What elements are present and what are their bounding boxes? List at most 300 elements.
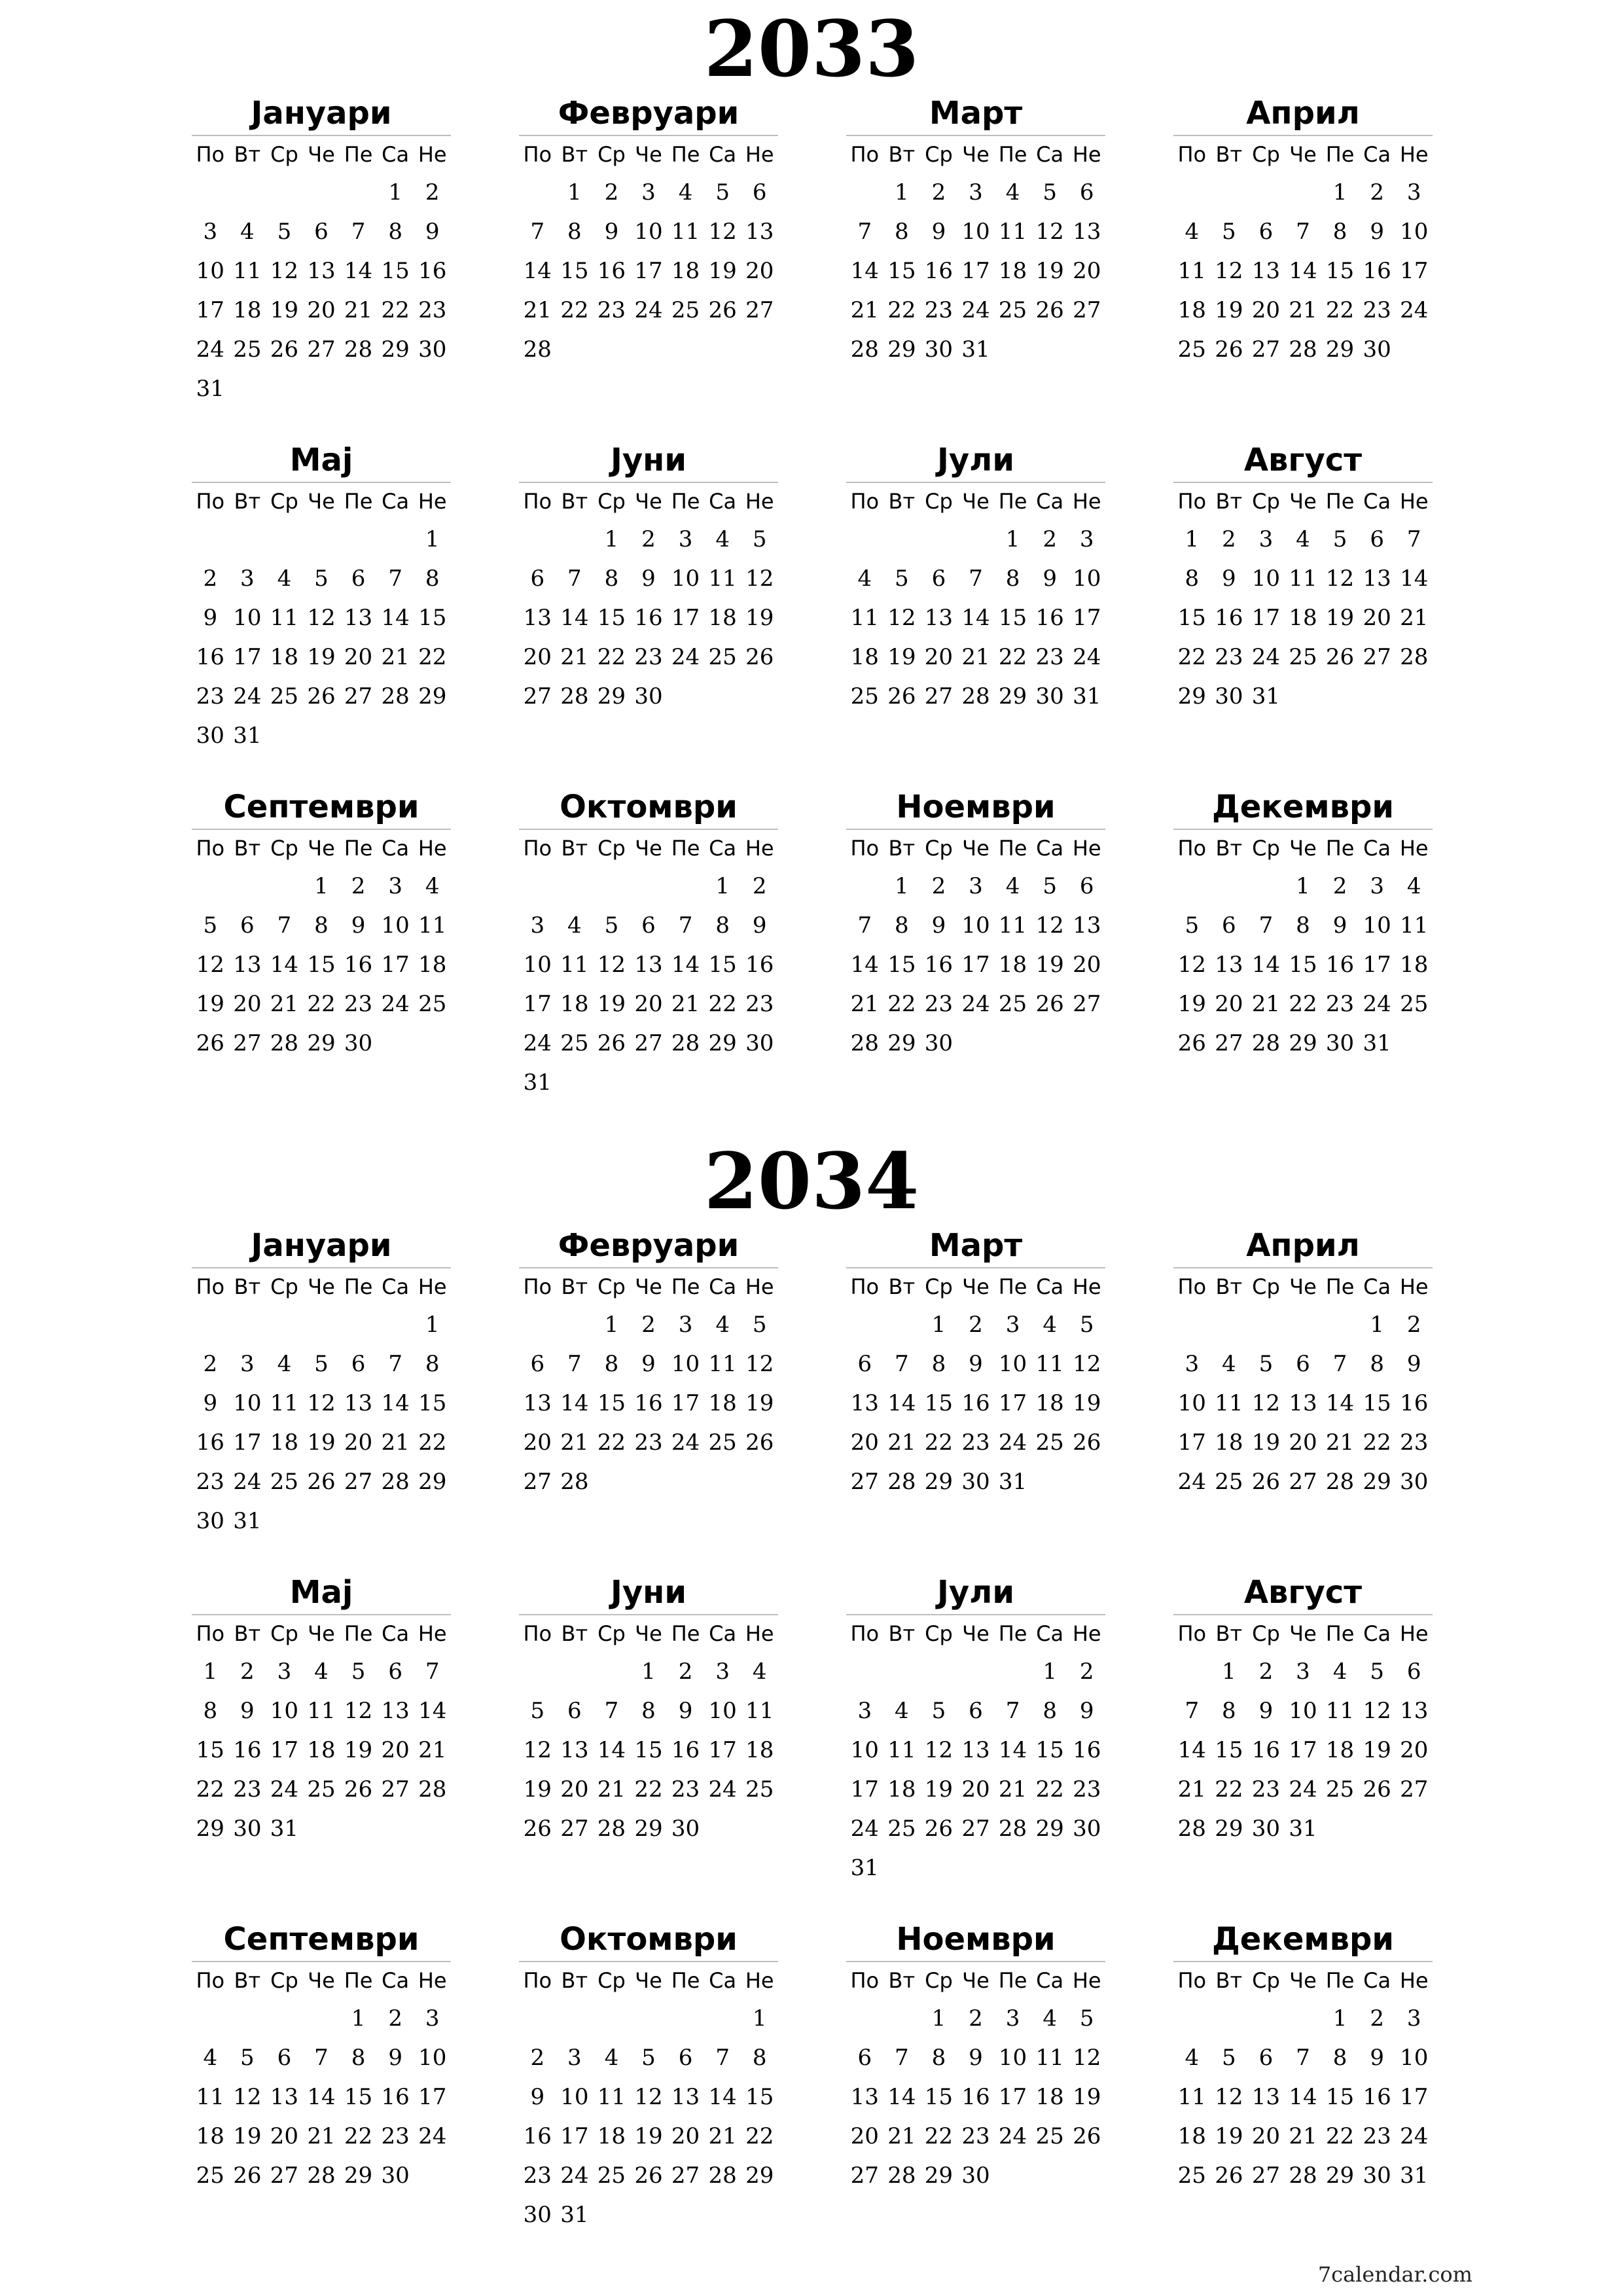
day-cell: 14: [523, 258, 552, 284]
weekday-label: Че: [308, 1274, 335, 1299]
day-cell: 13: [381, 1698, 410, 1724]
day-cell: 5: [203, 912, 218, 939]
weekday-label: Ср: [925, 1621, 953, 1646]
day-cell: 23: [1400, 1429, 1429, 1456]
day-cell: 10: [560, 2084, 589, 2110]
month-name: Октомври: [560, 1921, 738, 1958]
weekday-label: Че: [635, 142, 662, 167]
day-cell: 5: [752, 1312, 767, 1338]
day-cell: 11: [1289, 565, 1317, 592]
empty-day-cell: [1211, 173, 1248, 212]
weekday-label: По: [1177, 489, 1207, 514]
empty-day-cell: [593, 867, 630, 906]
empty-day-cell: [519, 173, 556, 212]
day-cell: 5: [1079, 2005, 1094, 2032]
day-cell: 8: [604, 565, 619, 592]
day-cell: 25: [1035, 2123, 1064, 2149]
day-cell: 13: [1400, 1698, 1429, 1724]
day-cell: 11: [270, 605, 299, 631]
weekday-label: Вт: [888, 1274, 916, 1299]
day-cell: 16: [1363, 258, 1391, 284]
day-cell: 2: [530, 2045, 545, 2071]
days-grid: [1173, 1305, 1433, 1501]
day-cell: 28: [850, 1030, 879, 1056]
weekday-label: Не: [1072, 1968, 1101, 1993]
day-cell: 27: [381, 1776, 410, 1803]
day-cell: 14: [344, 258, 373, 284]
day-cell: 5: [931, 1698, 946, 1724]
day-cell: 6: [240, 912, 255, 939]
day-cell: 17: [1400, 2084, 1429, 2110]
day-cell: 9: [604, 219, 619, 245]
weekday-label: Вт: [561, 1968, 588, 1993]
day-cell: 29: [344, 2162, 373, 2189]
empty-day-cell: [192, 173, 229, 212]
day-cell: 25: [1400, 991, 1429, 1017]
day-cell: 10: [1177, 1390, 1206, 1416]
day-cell: 4: [715, 526, 730, 552]
day-cell: 13: [924, 605, 954, 631]
day-cell: 9: [641, 565, 656, 592]
day-cell: 8: [715, 912, 730, 939]
day-cell: 13: [1073, 219, 1101, 245]
empty-day-cell: [1285, 173, 1322, 212]
day-cell: 27: [1073, 297, 1101, 323]
day-cell: 4: [1222, 1351, 1236, 1377]
day-cell: 25: [998, 991, 1027, 1017]
weekday-label: Не: [1399, 1274, 1429, 1299]
month-block: [519, 439, 778, 716]
day-cell: 6: [1406, 1659, 1421, 1685]
day-cell: 9: [388, 2045, 402, 2071]
day-cell: 9: [1079, 1698, 1094, 1724]
day-cell: 31: [233, 1508, 262, 1534]
day-cell: 23: [196, 1469, 224, 1495]
day-cell: 6: [857, 1351, 872, 1377]
day-cell: 27: [270, 2162, 299, 2189]
day-cell: 10: [708, 1698, 737, 1724]
day-cell: 8: [895, 219, 909, 245]
day-cell: 1: [425, 1312, 440, 1338]
day-cell: 21: [418, 1737, 447, 1763]
day-cell: 15: [418, 605, 447, 631]
day-cell: 28: [381, 683, 410, 709]
weekday-label: Са: [709, 1274, 737, 1299]
weekday-label: Са: [382, 1621, 410, 1646]
day-cell: 26: [307, 1469, 336, 1495]
days-grid: [192, 1999, 451, 2195]
days-grid: [846, 867, 1105, 1063]
day-cell: 29: [1325, 2162, 1355, 2189]
day-cell: 26: [887, 683, 916, 709]
day-cell: 11: [418, 912, 447, 939]
day-cell: 28: [270, 1030, 299, 1056]
day-cell: 12: [1177, 952, 1206, 978]
empty-day-cell: [920, 520, 957, 559]
day-cell: 30: [196, 723, 224, 749]
day-cell: 22: [887, 297, 916, 323]
day-cell: 26: [1035, 297, 1064, 323]
day-cell: 8: [1185, 565, 1200, 592]
day-cell: 21: [1177, 1776, 1206, 1803]
day-cell: 26: [745, 644, 774, 670]
weekday-label: Пе: [1325, 489, 1355, 514]
weekday-label: Не: [1399, 489, 1429, 514]
month-name: Декември: [1211, 1921, 1395, 1958]
day-cell: 11: [671, 219, 700, 245]
day-cell: 6: [969, 1698, 983, 1724]
day-cell: 25: [850, 683, 879, 709]
day-cell: 16: [634, 605, 663, 631]
day-cell: 31: [196, 376, 224, 402]
days-grid: [846, 1999, 1105, 2195]
day-cell: 11: [1177, 2084, 1206, 2110]
day-cell: 14: [381, 1390, 410, 1416]
weekday-label: Че: [308, 1968, 335, 1993]
day-cell: 23: [1073, 1776, 1101, 1803]
month-block: [1173, 92, 1433, 369]
weekday-label: Че: [1289, 836, 1317, 861]
weekday-label: Са: [382, 142, 410, 167]
day-cell: 24: [998, 2123, 1027, 2149]
day-cell: 21: [961, 644, 990, 670]
day-cell: 18: [270, 1429, 299, 1456]
day-cell: 22: [196, 1776, 224, 1803]
day-cell: 1: [314, 873, 329, 899]
day-cell: 15: [1325, 258, 1355, 284]
day-cell: 22: [634, 1776, 663, 1803]
day-cell: 31: [1400, 2162, 1429, 2189]
day-cell: 12: [745, 565, 774, 592]
empty-day-cell: [229, 1305, 266, 1344]
day-cell: 16: [233, 1737, 262, 1763]
day-cell: 23: [634, 1429, 663, 1456]
day-cell: 10: [523, 952, 552, 978]
day-cell: 18: [307, 1737, 336, 1763]
day-cell: 22: [924, 1429, 954, 1456]
month-block: [519, 1918, 778, 2234]
day-cell: 2: [931, 179, 946, 206]
day-cell: 27: [1400, 1776, 1429, 1803]
day-cell: 1: [715, 873, 730, 899]
day-cell: 30: [745, 1030, 774, 1056]
weekday-label: Вт: [234, 142, 261, 167]
day-cell: 12: [745, 1351, 774, 1377]
month-name: Јули: [937, 442, 1014, 478]
day-cell: 24: [1289, 1776, 1317, 1803]
day-cell: 22: [560, 297, 589, 323]
weekday-label: Не: [745, 1274, 774, 1299]
day-cell: 16: [634, 1390, 663, 1416]
day-cell: 18: [1177, 297, 1206, 323]
day-cell: 6: [530, 565, 545, 592]
day-cell: 31: [1289, 1816, 1317, 1842]
day-cell: 5: [1185, 912, 1200, 939]
day-cell: 23: [1363, 2123, 1391, 2149]
empty-day-cell: [1321, 1305, 1359, 1344]
weekday-label: Не: [745, 1621, 774, 1646]
empty-day-cell: [957, 520, 995, 559]
weekday-label: Не: [418, 1621, 447, 1646]
day-cell: 21: [381, 1429, 410, 1456]
day-cell: 16: [196, 644, 224, 670]
empty-day-cell: [1173, 1999, 1211, 2038]
day-cell: 22: [708, 991, 737, 1017]
day-cell: 4: [567, 912, 582, 939]
empty-day-cell: [1247, 867, 1285, 906]
day-cell: 19: [307, 644, 336, 670]
empty-day-cell: [303, 1305, 340, 1344]
weekday-label: Пе: [344, 1621, 373, 1646]
day-cell: 10: [998, 2045, 1027, 2071]
day-cell: 5: [752, 526, 767, 552]
empty-day-cell: [340, 173, 377, 212]
day-cell: 5: [277, 219, 292, 245]
day-cell: 1: [1222, 1659, 1236, 1685]
day-cell: 1: [1005, 526, 1020, 552]
day-cell: 23: [634, 644, 663, 670]
day-cell: 20: [270, 2123, 299, 2149]
weekday-label: Пе: [671, 489, 700, 514]
day-cell: 17: [634, 258, 663, 284]
weekday-label: Че: [635, 489, 662, 514]
day-cell: 20: [1251, 297, 1281, 323]
day-cell: 11: [196, 2084, 224, 2110]
empty-day-cell: [630, 867, 668, 906]
day-cell: 2: [1332, 873, 1347, 899]
day-cell: 1: [895, 179, 909, 206]
day-cell: 14: [961, 605, 990, 631]
weekday-label: Вт: [1215, 142, 1243, 167]
day-cell: 12: [1363, 1698, 1391, 1724]
day-cell: 20: [1363, 605, 1391, 631]
weekday-label: Че: [308, 489, 335, 514]
day-cell: 4: [314, 1659, 329, 1685]
days-grid: [519, 1652, 778, 1848]
day-cell: 31: [523, 1069, 552, 1096]
day-cell: 31: [1073, 683, 1101, 709]
weekday-label: Ср: [1252, 142, 1280, 167]
day-cell: 22: [998, 644, 1027, 670]
empty-day-cell: [593, 1999, 630, 2038]
day-cell: 15: [1177, 605, 1206, 631]
day-cell: 10: [961, 912, 990, 939]
day-cell: 19: [1177, 991, 1206, 1017]
day-cell: 26: [1177, 1030, 1206, 1056]
day-cell: 17: [381, 952, 410, 978]
empty-day-cell: [994, 1652, 1031, 1691]
day-cell: 2: [752, 873, 767, 899]
day-cell: 10: [233, 605, 262, 631]
empty-day-cell: [266, 867, 303, 906]
weekday-label: Пе: [998, 1968, 1027, 1993]
day-cell: 27: [233, 1030, 262, 1056]
day-cell: 22: [1325, 297, 1355, 323]
weekday-label: Ср: [1252, 1621, 1280, 1646]
day-cell: 23: [196, 683, 224, 709]
day-cell: 14: [1325, 1390, 1355, 1416]
day-cell: 24: [381, 991, 410, 1017]
day-cell: 24: [1400, 297, 1429, 323]
day-cell: 14: [1289, 2084, 1317, 2110]
weekday-label: Че: [308, 1621, 335, 1646]
day-cell: 17: [671, 1390, 700, 1416]
day-cell: 15: [1215, 1737, 1243, 1763]
day-cell: 4: [1043, 2005, 1057, 2032]
day-cell: 18: [887, 1776, 916, 1803]
day-cell: 9: [1258, 1698, 1274, 1724]
day-cell: 23: [233, 1776, 262, 1803]
day-cell: 21: [560, 1429, 589, 1456]
day-cell: 29: [307, 1030, 336, 1056]
day-cell: 2: [1406, 1312, 1421, 1338]
month-name: Април: [1246, 95, 1360, 132]
day-cell: 28: [560, 683, 589, 709]
day-cell: 10: [418, 2045, 447, 2071]
day-cell: 3: [240, 565, 255, 592]
day-cell: 6: [388, 1659, 402, 1685]
empty-day-cell: [192, 1305, 229, 1344]
day-cell: 17: [998, 2084, 1027, 2110]
day-cell: 16: [523, 2123, 552, 2149]
weekday-label: По: [196, 1621, 225, 1646]
day-cell: 25: [708, 644, 737, 670]
day-cell: 9: [1043, 565, 1057, 592]
day-cell: 23: [597, 297, 626, 323]
day-cell: 14: [887, 1390, 916, 1416]
day-cell: 3: [715, 1659, 730, 1685]
day-cell: 20: [344, 644, 373, 670]
empty-day-cell: [266, 520, 303, 559]
day-cell: 12: [887, 605, 916, 631]
day-cell: 12: [1073, 2045, 1101, 2071]
day-cell: 2: [203, 565, 218, 592]
weekday-header-row: [846, 829, 1105, 867]
day-cell: 1: [425, 526, 440, 552]
day-cell: 25: [270, 1469, 299, 1495]
day-cell: 15: [924, 1390, 954, 1416]
weekday-label: Са: [709, 836, 737, 861]
day-cell: 29: [1215, 1816, 1243, 1842]
day-cell: 27: [1251, 336, 1281, 363]
day-cell: 17: [1073, 605, 1101, 631]
empty-day-cell: [377, 520, 414, 559]
days-grid: [1173, 867, 1433, 1063]
day-cell: 16: [961, 1390, 990, 1416]
weekday-label: Не: [745, 489, 774, 514]
day-cell: 4: [895, 1698, 909, 1724]
day-cell: 26: [1363, 1776, 1391, 1803]
weekday-label: Ср: [597, 142, 626, 167]
weekday-label: Са: [1036, 1968, 1064, 1993]
weekday-label: По: [1177, 1621, 1207, 1646]
day-cell: 27: [1363, 644, 1391, 670]
day-cell: 10: [671, 1351, 700, 1377]
empty-day-cell: [883, 1652, 921, 1691]
weekday-label: Не: [1399, 1968, 1429, 1993]
day-cell: 26: [233, 2162, 262, 2189]
day-cell: 21: [344, 297, 373, 323]
day-cell: 8: [1043, 1698, 1057, 1724]
day-cell: 22: [418, 1429, 447, 1456]
weekday-label: По: [850, 142, 880, 167]
weekday-label: Ср: [270, 1274, 298, 1299]
day-cell: 25: [418, 991, 447, 1017]
day-cell: 4: [604, 2045, 619, 2071]
day-cell: 19: [1035, 258, 1064, 284]
day-cell: 23: [961, 1429, 990, 1456]
month-block: [846, 92, 1105, 369]
day-cell: 2: [425, 179, 440, 206]
weekday-header-row: [192, 1267, 451, 1305]
weekday-label: Че: [635, 836, 662, 861]
day-cell: 24: [418, 2123, 447, 2149]
day-cell: 13: [233, 952, 262, 978]
day-cell: 11: [708, 1351, 737, 1377]
day-cell: 3: [1258, 526, 1274, 552]
day-cell: 9: [203, 1390, 218, 1416]
day-cell: 7: [351, 219, 366, 245]
day-cell: 8: [895, 912, 909, 939]
day-cell: 5: [314, 1351, 329, 1377]
day-cell: 9: [1332, 912, 1347, 939]
day-cell: 27: [671, 2162, 700, 2189]
day-cell: 5: [1222, 219, 1236, 245]
day-cell: 8: [314, 912, 329, 939]
weekday-label: Че: [962, 1274, 990, 1299]
day-cell: 6: [277, 2045, 292, 2071]
day-cell: 25: [307, 1776, 336, 1803]
weekday-header-row: [846, 1614, 1105, 1652]
day-cell: 19: [1035, 952, 1064, 978]
day-cell: 3: [530, 912, 545, 939]
day-cell: 2: [351, 873, 366, 899]
day-cell: 29: [887, 336, 916, 363]
day-cell: 29: [745, 2162, 774, 2189]
day-cell: 14: [597, 1737, 626, 1763]
day-cell: 27: [523, 1469, 552, 1495]
weekday-label: Ср: [270, 489, 298, 514]
day-cell: 7: [277, 912, 292, 939]
day-cell: 26: [1325, 644, 1355, 670]
empty-day-cell: [556, 1999, 594, 2038]
month-name: Февруари: [558, 1227, 740, 1264]
day-cell: 20: [1251, 2123, 1281, 2149]
day-cell: 27: [1289, 1469, 1317, 1495]
month-block: [846, 1571, 1105, 1888]
day-cell: 24: [233, 683, 262, 709]
day-cell: 23: [671, 1776, 700, 1803]
day-cell: 27: [850, 2162, 879, 2189]
day-cell: 4: [1185, 2045, 1200, 2071]
day-cell: 7: [567, 565, 582, 592]
weekday-label: Ср: [1252, 489, 1280, 514]
day-cell: 27: [560, 1816, 589, 1842]
day-cell: 1: [604, 526, 619, 552]
day-cell: 25: [196, 2162, 224, 2189]
day-cell: 21: [381, 644, 410, 670]
day-cell: 10: [1400, 219, 1429, 245]
day-cell: 26: [1215, 2162, 1243, 2189]
day-cell: 28: [850, 336, 879, 363]
day-cell: 24: [560, 2162, 589, 2189]
weekday-header-row: [1173, 1267, 1433, 1305]
day-cell: 3: [240, 1351, 255, 1377]
day-cell: 9: [240, 1698, 255, 1724]
day-cell: 28: [998, 1816, 1027, 1842]
day-cell: 17: [1289, 1737, 1317, 1763]
weekday-label: По: [850, 1274, 880, 1299]
